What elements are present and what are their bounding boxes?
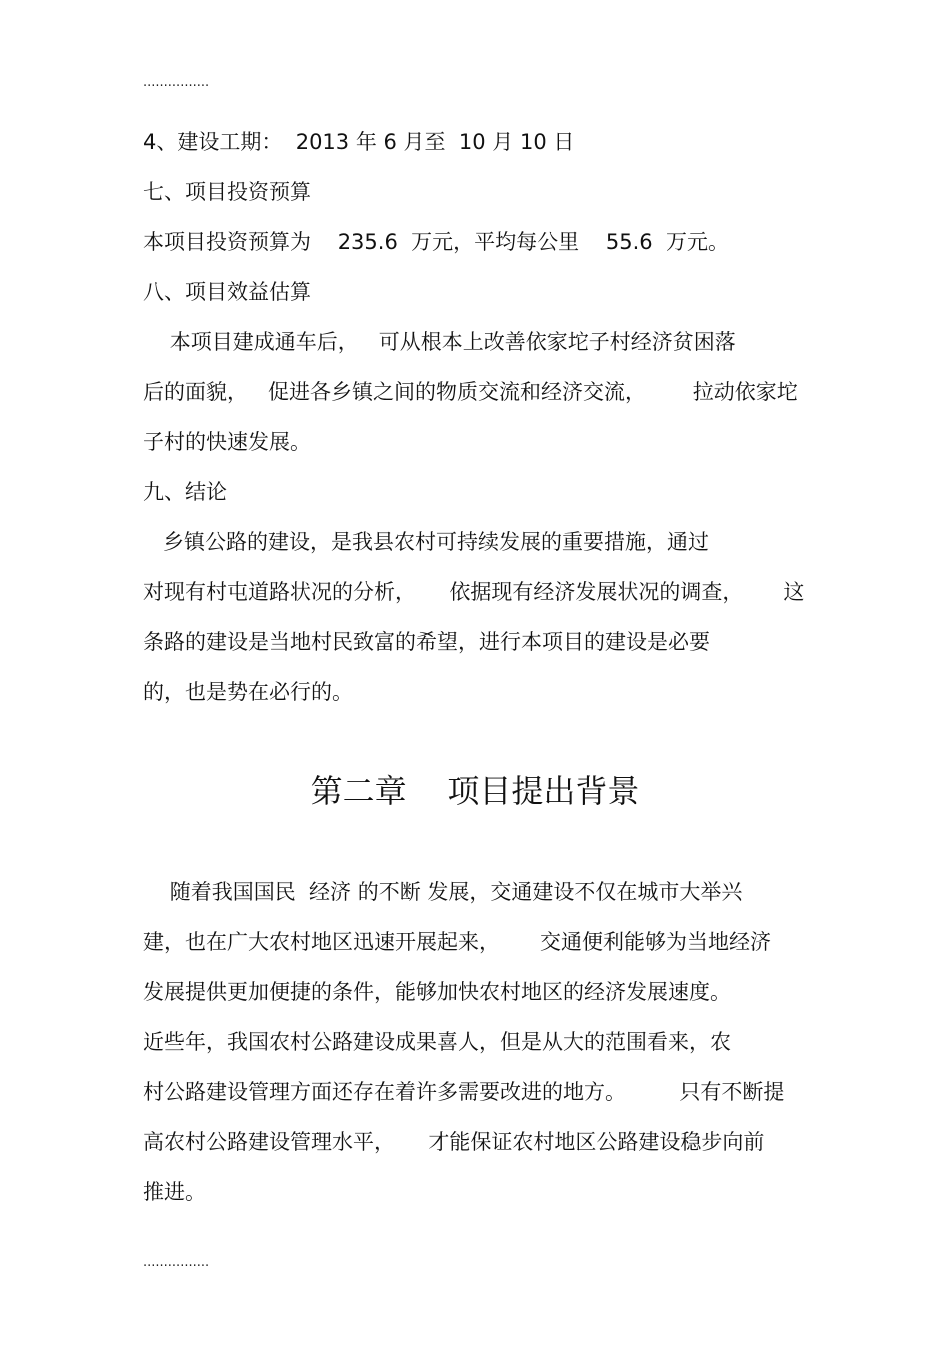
section-heading-investment-budget: 七、项目投资预算: [143, 180, 311, 204]
investment-budget-text: 本项目投资预算为 235.6 万元，平均每公里 55.6 万元。: [143, 230, 729, 254]
benefit-paragraph-line: 后的面貌， 促进各乡镇之间的物质交流和经济交流， 拉动依家坨: [143, 380, 798, 404]
header-dotted-marker: ................: [143, 75, 210, 90]
background-paragraph-line: 高农村公路建设管理水平， 才能保证农村地区公路建设稳步向前: [143, 1130, 765, 1154]
conclusion-paragraph-line: 对现有村屯道路状况的分析， 依据现有经济发展状况的调查， 这: [143, 580, 805, 604]
background-paragraph-line: 发展提供更加便捷的条件，能够加快农村地区的经济发展速度。: [143, 980, 731, 1004]
conclusion-paragraph-line: 的，也是势在必行的。: [143, 680, 353, 704]
benefit-paragraph-line: 子村的快速发展。: [143, 430, 311, 454]
background-paragraph-line: 建，也在广大农村地区迅速开展起来， 交通便利能够为当地经济: [143, 930, 772, 954]
construction-period-line: 4、建设工期： 2013 年 6 月至 10 月 10 日: [143, 130, 575, 154]
benefit-paragraph-line: 本项目建成通车后， 可从根本上改善依家坨子村经济贫困落: [143, 330, 736, 354]
chapter-title: 第二章 项目提出背景: [310, 772, 640, 810]
section-heading-conclusion: 九、结论: [143, 480, 227, 504]
conclusion-paragraph-line: 乡镇公路的建设，是我县农村可持续发展的重要措施，通过: [143, 530, 710, 554]
section-heading-benefit-estimate: 八、项目效益估算: [143, 280, 311, 304]
background-paragraph-line: 随着我国国民 经济 的不断 发展，交通建设不仅在城市大举兴: [143, 880, 743, 904]
background-paragraph-line: 推进。: [143, 1180, 206, 1204]
background-paragraph-line: 近些年，我国农村公路建设成果喜人，但是从大的范围看来，农: [143, 1030, 731, 1054]
background-paragraph-line: 村公路建设管理方面还存在着许多需要改进的地方。 只有不断提: [143, 1080, 785, 1104]
footer-dotted-marker: ................: [143, 1255, 210, 1270]
conclusion-paragraph-line: 条路的建设是当地村民致富的希望，进行本项目的建设是必要: [143, 630, 710, 654]
